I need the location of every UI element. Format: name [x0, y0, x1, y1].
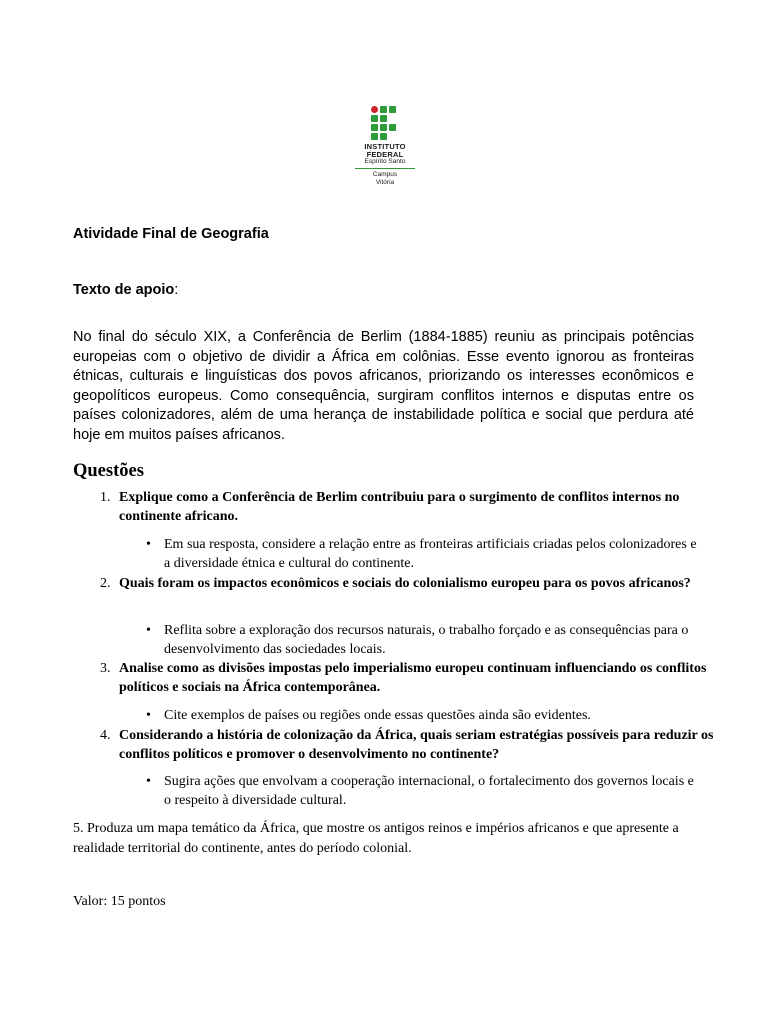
logo-divider: [355, 168, 415, 169]
logo-grid-icon: [371, 106, 399, 140]
bullet-icon: •: [146, 623, 151, 638]
hint-text: Sugira ações que envolvam a cooperação internacional, o fortalecimento dos governos locais e o respeito à diversidade cultural.: [164, 774, 694, 808]
question-number: 4.: [100, 728, 111, 743]
questions-heading: Questões: [73, 461, 144, 481]
logo-line-3: Espírito Santo: [364, 158, 406, 165]
document-title: Atividade Final de Geografia: [73, 226, 269, 242]
support-label-colon: :: [174, 282, 179, 298]
logo-line-2: FEDERAL: [366, 150, 404, 159]
question-number: 1.: [100, 490, 111, 505]
bullet-icon: •: [146, 708, 151, 723]
support-paragraph: No final do século XIX, a Conferência de Berlim (1884-1885) reuniu as principais potências europeias com o objetivo de dividir a África em colônias. Esse evento ignorou as fronteiras étnicas, culturais e linguísticas dos povos africanos, priorizando os interesses econômicos e geopolíticos europeus. Como consequência, surgiram conflitos internos e disputas entre os países colonizadores, além de uma herança de instabilidade política e social que perdura até hoje em muitos países africanos.: [73, 329, 694, 443]
support-text-label: [73, 282, 178, 298]
logo-line-5: Vitória: [375, 179, 395, 186]
hint-text: Cite exemplos de países ou regiões onde essas questões ainda são evidentes.: [164, 708, 591, 723]
bullet-icon: •: [146, 774, 151, 789]
question-text: Explique como a Conferência de Berlim contribuiu para o surgimento de conflitos internos no continente africano.: [119, 490, 680, 524]
logo-line-1: INSTITUTO: [364, 142, 406, 151]
hint-text: Reflita sobre a exploração dos recursos naturais, o trabalho forçado e as consequências para o desenvolvimento das sociedades locais.: [164, 623, 689, 657]
logo-line-4: Campus: [372, 171, 398, 178]
hint-text: Em sua resposta, considere a relação entre as fronteiras artificiais criadas pelos colonizadores e a diversidade étnica e cultural do continente.: [164, 537, 697, 571]
question-text: Analise como as divisões impostas pelo imperialismo europeu continuam influenciando os conflitos políticos e sociais na África contemporânea.: [119, 661, 707, 695]
question-text: Considerando a história de colonização da África, quais seriam estratégias possíveis para reduzir os conflitos políticos e promover o desenvolvimento no continente?: [119, 728, 714, 762]
question-number: 3.: [100, 661, 111, 676]
institute-logo: [352, 106, 418, 192]
question-5-text: 5. Produza um mapa temático da África, que mostre os antigos reinos e impérios africanos e que apresente a realidade territorial do continente, antes do período colonial.: [73, 821, 679, 856]
value-points: Valor: 15 pontos: [73, 894, 166, 909]
question-text: Quais foram os impactos econômicos e sociais do colonialismo europeu para os povos africanos?: [119, 576, 691, 591]
question-number: 2.: [100, 576, 111, 591]
bullet-icon: •: [146, 537, 151, 552]
support-label-bold: Texto de apoio: [73, 282, 175, 298]
